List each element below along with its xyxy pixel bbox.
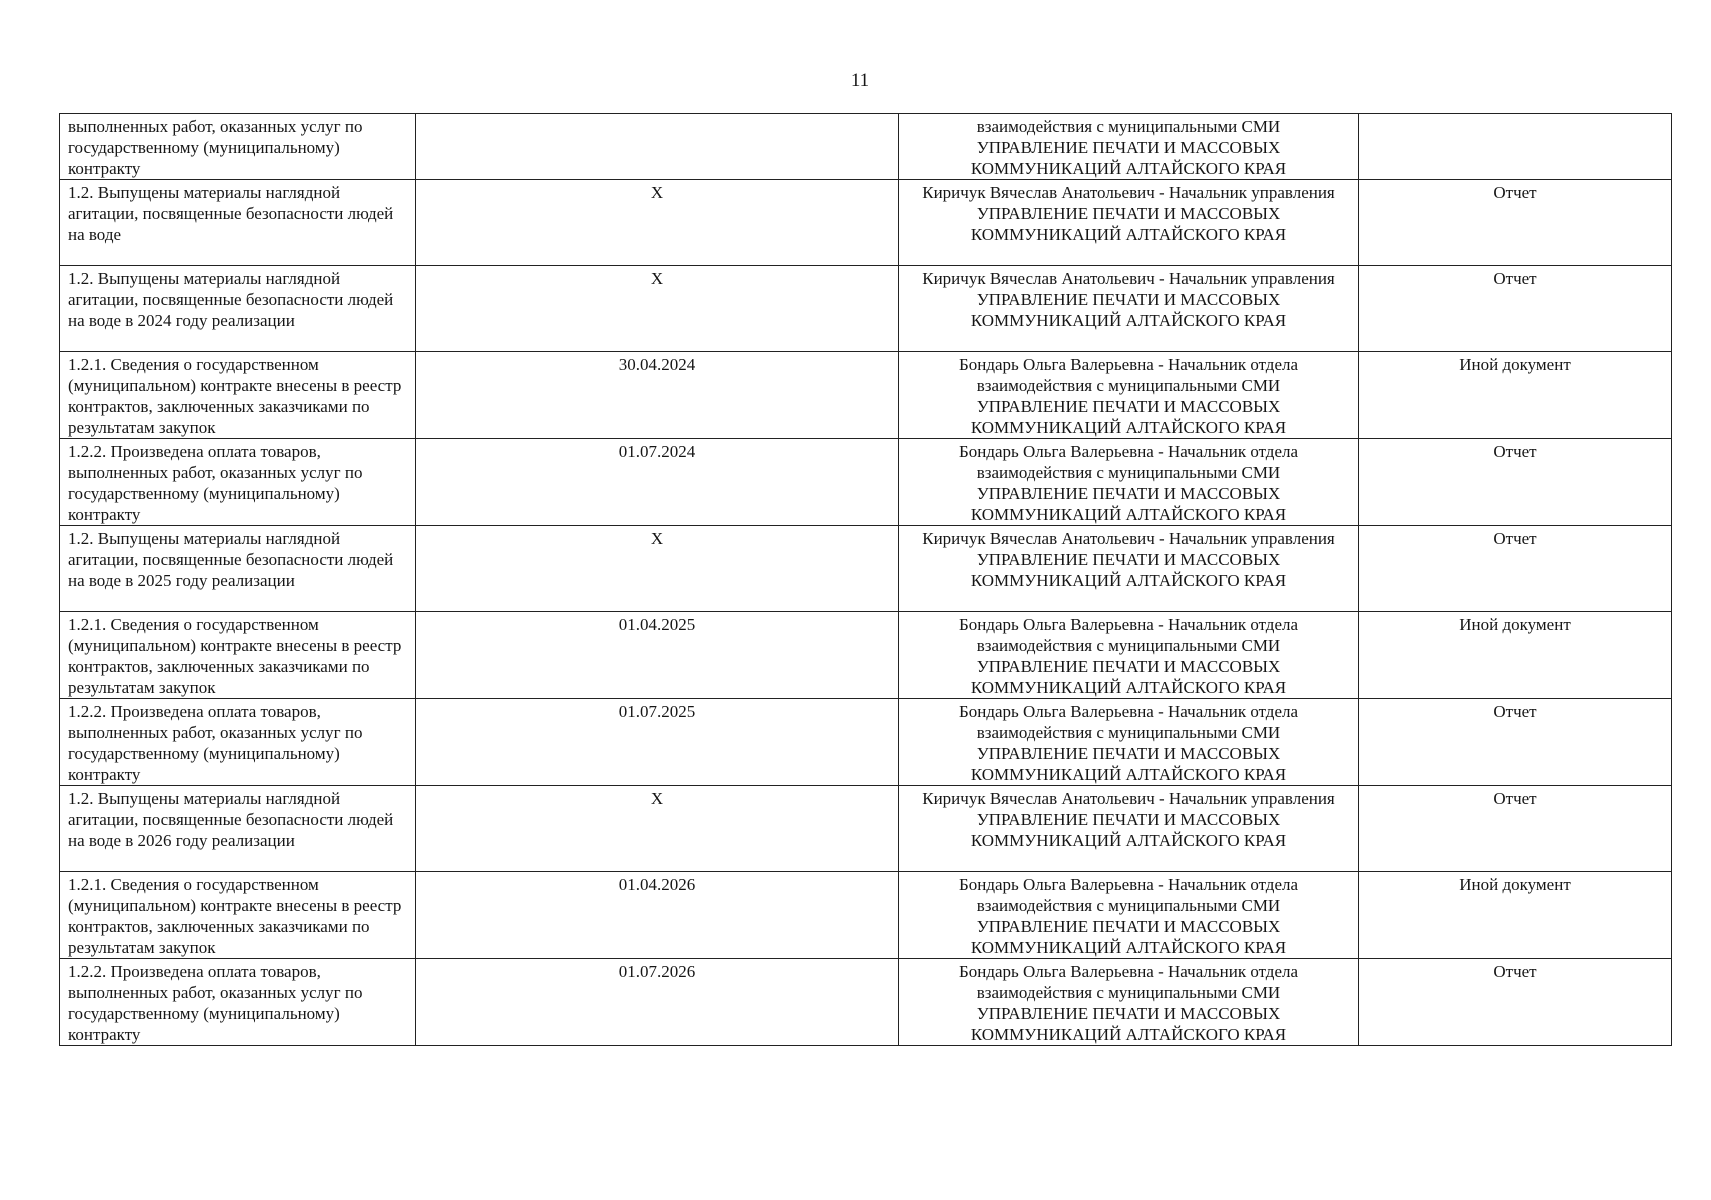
date-cell — [416, 114, 899, 180]
page-number: 11 — [850, 70, 870, 91]
event-name-cell: 1.2. Выпущены материалы наглядной агитации, посвященные безопасности людей на воде в 2024 году реализации — [60, 266, 416, 352]
date-cell: X — [416, 526, 899, 612]
department-name: УПРАВЛЕНИЕ ПЕЧАТИ И МАССОВЫХ КОММУНИКАЦИЙ АЛТАЙСКОГО КРАЯ — [970, 550, 1287, 590]
responsible-cell — [899, 872, 1359, 959]
document-type-cell: Отчет — [1359, 959, 1672, 1046]
responsible-cell — [899, 959, 1359, 1046]
responsible-person: Киричук Вячеслав Анатольевич - Начальник управления — [922, 183, 1335, 202]
responsible-person: Бондарь Ольга Валерьевна - Начальник отдела взаимодействия с муниципальными СМИ — [958, 962, 1299, 1002]
document-type-cell — [1359, 114, 1672, 180]
date-cell: 30.04.2024 — [416, 352, 899, 439]
responsible-cell — [899, 439, 1359, 526]
responsible-person: взаимодействия с муниципальными СМИ — [976, 117, 1281, 136]
responsible-cell — [899, 612, 1359, 699]
event-name-cell: 1.2. Выпущены материалы наглядной агитации, посвященные безопасности людей на воде в 2026 году реализации — [60, 786, 416, 872]
event-name-cell: выполненных работ, оказанных услуг по государственному (муниципальному) контракту — [60, 114, 416, 180]
department-name: УПРАВЛЕНИЕ ПЕЧАТИ И МАССОВЫХ КОММУНИКАЦИЙ АЛТАЙСКОГО КРАЯ — [970, 138, 1287, 178]
date-cell: 01.04.2025 — [416, 612, 899, 699]
date-cell: X — [416, 180, 899, 266]
responsible-cell — [899, 786, 1359, 872]
table-row — [60, 786, 1672, 872]
responsible-person: Бондарь Ольга Валерьевна - Начальник отдела взаимодействия с муниципальными СМИ — [958, 442, 1299, 482]
event-name-cell: 1.2.1. Сведения о государственном (муниципальном) контракте внесены в реестр контрактов, заключенных заказчиками по результатам закупок — [60, 352, 416, 439]
event-name-cell: 1.2.1. Сведения о государственном (муниципальном) контракте внесены в реестр контрактов, заключенных заказчиками по результатам закупок — [60, 872, 416, 959]
responsible-person: Бондарь Ольга Валерьевна - Начальник отдела взаимодействия с муниципальными СМИ — [958, 615, 1299, 655]
table-row — [60, 114, 1672, 180]
date-cell: 01.07.2024 — [416, 439, 899, 526]
responsible-person: Киричук Вячеслав Анатольевич - Начальник управления — [922, 529, 1335, 548]
table-row — [60, 266, 1672, 352]
date-cell: 01.04.2026 — [416, 872, 899, 959]
document-type-cell: Отчет — [1359, 699, 1672, 786]
table-row — [60, 439, 1672, 526]
document-type-cell: Отчет — [1359, 266, 1672, 352]
date-cell: X — [416, 786, 899, 872]
date-cell: 01.07.2025 — [416, 699, 899, 786]
responsible-person: Киричук Вячеслав Анатольевич - Начальник управления — [922, 269, 1335, 288]
document-type-cell: Иной документ — [1359, 612, 1672, 699]
document-type-cell: Отчет — [1359, 180, 1672, 266]
event-name-cell: 1.2.1. Сведения о государственном (муниципальном) контракте внесены в реестр контрактов, заключенных заказчиками по результатам закупок — [60, 612, 416, 699]
date-cell: 01.07.2026 — [416, 959, 899, 1046]
department-name: УПРАВЛЕНИЕ ПЕЧАТИ И МАССОВЫХ КОММУНИКАЦИЙ АЛТАЙСКОГО КРАЯ — [970, 917, 1287, 957]
responsible-cell — [899, 180, 1359, 266]
department-name: УПРАВЛЕНИЕ ПЕЧАТИ И МАССОВЫХ КОММУНИКАЦИЙ АЛТАЙСКОГО КРАЯ — [970, 397, 1287, 437]
department-name: УПРАВЛЕНИЕ ПЕЧАТИ И МАССОВЫХ КОММУНИКАЦИЙ АЛТАЙСКОГО КРАЯ — [970, 290, 1287, 330]
event-name-cell: 1.2. Выпущены материалы наглядной агитации, посвященные безопасности людей на воде в 2025 году реализации — [60, 526, 416, 612]
department-name: УПРАВЛЕНИЕ ПЕЧАТИ И МАССОВЫХ КОММУНИКАЦИЙ АЛТАЙСКОГО КРАЯ — [970, 204, 1287, 244]
responsible-person: Бондарь Ольга Валерьевна - Начальник отдела взаимодействия с муниципальными СМИ — [958, 875, 1299, 915]
table-body — [60, 114, 1672, 1046]
document-type-cell: Отчет — [1359, 439, 1672, 526]
responsible-person: Бондарь Ольга Валерьевна - Начальник отдела взаимодействия с муниципальными СМИ — [958, 702, 1299, 742]
department-name: УПРАВЛЕНИЕ ПЕЧАТИ И МАССОВЫХ КОММУНИКАЦИЙ АЛТАЙСКОГО КРАЯ — [970, 810, 1287, 850]
department-name: УПРАВЛЕНИЕ ПЕЧАТИ И МАССОВЫХ КОММУНИКАЦИЙ АЛТАЙСКОГО КРАЯ — [970, 1004, 1287, 1044]
responsible-person: Киричук Вячеслав Анатольевич - Начальник управления — [922, 789, 1335, 808]
table-row — [60, 699, 1672, 786]
control-points-table — [59, 113, 1672, 1046]
document-type-cell: Иной документ — [1359, 352, 1672, 439]
event-name-cell: 1.2.2. Произведена оплата товаров, выполненных работ, оказанных услуг по государственному (муниципальному) контракту — [60, 439, 416, 526]
department-name: УПРАВЛЕНИЕ ПЕЧАТИ И МАССОВЫХ КОММУНИКАЦИЙ АЛТАЙСКОГО КРАЯ — [970, 657, 1287, 697]
responsible-cell — [899, 526, 1359, 612]
responsible-cell — [899, 352, 1359, 439]
event-name-cell: 1.2.2. Произведена оплата товаров, выполненных работ, оказанных услуг по государственному (муниципальному) контракту — [60, 959, 416, 1046]
responsible-cell — [899, 266, 1359, 352]
date-cell: X — [416, 266, 899, 352]
table-row — [60, 872, 1672, 959]
document-type-cell: Отчет — [1359, 786, 1672, 872]
event-name-cell: 1.2.2. Произведена оплата товаров, выполненных работ, оказанных услуг по государственному (муниципальному) контракту — [60, 699, 416, 786]
document-type-cell: Иной документ — [1359, 872, 1672, 959]
responsible-person: Бондарь Ольга Валерьевна - Начальник отдела взаимодействия с муниципальными СМИ — [958, 355, 1299, 395]
table-row — [60, 959, 1672, 1046]
table-row — [60, 612, 1672, 699]
department-name: УПРАВЛЕНИЕ ПЕЧАТИ И МАССОВЫХ КОММУНИКАЦИЙ АЛТАЙСКОГО КРАЯ — [970, 484, 1287, 524]
table-row — [60, 526, 1672, 612]
table-row — [60, 180, 1672, 266]
department-name: УПРАВЛЕНИЕ ПЕЧАТИ И МАССОВЫХ КОММУНИКАЦИЙ АЛТАЙСКОГО КРАЯ — [970, 744, 1287, 784]
table-row — [60, 352, 1672, 439]
document-type-cell: Отчет — [1359, 526, 1672, 612]
responsible-cell — [899, 114, 1359, 180]
event-name-cell: 1.2. Выпущены материалы наглядной агитации, посвященные безопасности людей на воде — [60, 180, 416, 266]
responsible-cell — [899, 699, 1359, 786]
